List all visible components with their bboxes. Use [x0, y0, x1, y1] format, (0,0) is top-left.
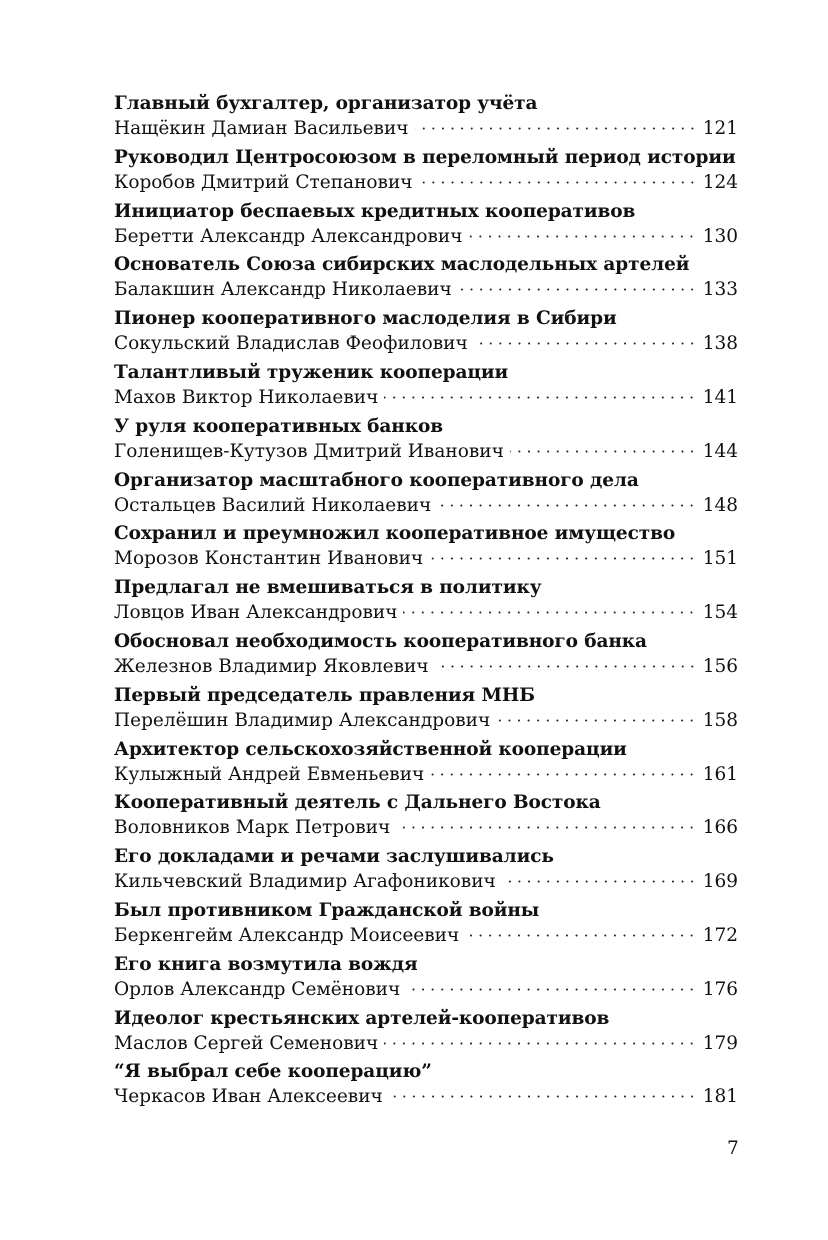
- toc-entry: [114, 630, 738, 684]
- toc-entry: [114, 415, 738, 469]
- entry-title: “Я выбрал себе кооперацию”: [114, 1061, 432, 1083]
- person-name: Морозов Константин Иванович: [114, 548, 424, 570]
- dot-leader: [496, 719, 696, 722]
- dot-leader: [389, 1095, 697, 1098]
- toc-entry: [114, 253, 738, 307]
- toc-entry: [114, 845, 738, 899]
- entry-line: [114, 546, 738, 572]
- entry-title: Руководил Центросоюзом в переломный период истории: [114, 146, 736, 168]
- dot-leader: [465, 934, 696, 937]
- person-name: Остальцев Василий Николаевич: [114, 494, 432, 516]
- dot-leader: [435, 665, 697, 668]
- entry-line: [114, 923, 738, 949]
- toc-entry: [114, 146, 738, 200]
- page-number: 130: [702, 225, 738, 247]
- toc-entry: [114, 92, 738, 146]
- entry-title: У руля кооперативных банков: [114, 415, 443, 437]
- entry-line: [114, 708, 738, 734]
- toc-entry: [114, 953, 738, 1007]
- page-number: 151: [702, 548, 738, 570]
- entry-line: [114, 869, 738, 895]
- entry-title: Инициатор беспаевых кредитных кооперативов: [114, 200, 636, 222]
- page-number: 124: [702, 171, 738, 193]
- page-number: 161: [702, 763, 738, 785]
- entry-line: [114, 439, 738, 465]
- page-number: 179: [702, 1032, 738, 1054]
- toc-entry: [114, 361, 738, 415]
- page-number: 141: [702, 386, 738, 408]
- dot-leader: [396, 826, 696, 829]
- entry-title: Пионер кооперативного маслоделия в Сибири: [114, 308, 617, 330]
- page-number: 144: [702, 440, 738, 462]
- page-number: 181: [702, 1086, 738, 1108]
- entry-title: Главный бухгалтер, организатор учёта: [114, 93, 538, 114]
- person-name: Маслов Сергей Семенович: [114, 1032, 379, 1054]
- dot-leader: [419, 181, 697, 184]
- person-name: Кулыжный Андрей Евменьевич: [114, 763, 425, 785]
- dot-leader: [510, 450, 697, 453]
- entry-title: Был противником Гражданской войны: [114, 899, 540, 921]
- entry-line: [114, 385, 738, 411]
- person-name: Балакшин Александр Николаевич: [114, 279, 452, 301]
- table-of-contents: [114, 92, 738, 1114]
- entry-title: Его книга возмутила вождя: [114, 953, 418, 975]
- entry-title: Архитектор сельскохозяйственной кооперации: [114, 738, 627, 760]
- entry-line: [114, 1031, 738, 1057]
- entry-title: Сохранил и преумножил кооперативное имущество: [114, 523, 676, 545]
- toc-entry: [114, 469, 738, 523]
- page-folio-number: 7: [727, 1138, 739, 1159]
- dot-leader: [474, 342, 697, 345]
- page-number: 148: [702, 494, 738, 516]
- entry-line: [114, 116, 738, 142]
- person-name: Голенищев-Кутузов Дмитрий Иванович: [114, 440, 504, 462]
- page-number: 172: [702, 924, 738, 946]
- person-name: Орлов Александр Семёнович: [114, 978, 401, 1000]
- entry-title: Идеолог крестьянских артелей-кооперативов: [114, 1007, 610, 1029]
- entry-title: Его докладами и речами заслушивались: [114, 846, 554, 868]
- page-number: 121: [702, 118, 738, 139]
- dot-leader: [458, 288, 697, 291]
- dot-leader: [468, 235, 696, 238]
- person-name: Беретти Александр Александрович: [114, 225, 463, 247]
- entry-line: [114, 654, 738, 680]
- person-name: Воловников Марк Петрович: [114, 817, 391, 839]
- person-name: Нащёкин Дамиан Васильевич: [114, 118, 409, 139]
- toc-entry: [114, 522, 738, 576]
- entry-title: Предлагал не вмешиваться в политику: [114, 577, 542, 599]
- entry-line: [114, 977, 738, 1003]
- entry-line: [114, 762, 738, 788]
- page-number: 156: [702, 655, 738, 677]
- dot-leader: [437, 504, 696, 507]
- person-name: Кильчевский Владимир Агафоникович: [114, 871, 496, 893]
- person-name: Сокульский Владислав Феофилович: [114, 333, 468, 355]
- page-number: 166: [702, 817, 738, 839]
- entry-line: [114, 493, 738, 519]
- dot-leader: [384, 1042, 696, 1045]
- person-name: Ловцов Иван Александрович: [114, 602, 398, 624]
- toc-entry: [114, 1007, 738, 1061]
- person-name: Железнов Владимир Яковлевич: [114, 655, 429, 677]
- entry-line: [114, 170, 738, 196]
- entry-line: [114, 277, 738, 303]
- dot-leader: [415, 127, 697, 130]
- page-number: 138: [702, 333, 738, 355]
- entry-line: [114, 1084, 738, 1110]
- entry-title: Обосновал необходимость кооперативного банка: [114, 630, 647, 652]
- dot-leader: [406, 988, 696, 991]
- toc-entry: [114, 684, 738, 738]
- toc-entry: [114, 791, 738, 845]
- toc-entry: [114, 200, 738, 254]
- toc-entry: [114, 307, 738, 361]
- page-number: 158: [702, 709, 738, 731]
- dot-leader: [430, 773, 696, 776]
- page-number: 176: [702, 978, 738, 1000]
- person-name: Махов Виктор Николаевич: [114, 386, 379, 408]
- entry-title: Кооперативный деятель с Дальнего Востока: [114, 792, 601, 814]
- page-number: 154: [702, 602, 738, 624]
- entry-line: [114, 600, 738, 626]
- person-name: Беркенгейм Александр Моисеевич: [114, 924, 460, 946]
- toc-entry: [114, 738, 738, 792]
- dot-leader: [403, 611, 696, 614]
- toc-entry: [114, 576, 738, 630]
- entry-line: [114, 224, 738, 250]
- dot-leader: [429, 557, 697, 560]
- dot-leader: [384, 396, 696, 399]
- toc-entry: [114, 1060, 738, 1114]
- entry-line: [114, 331, 738, 357]
- entry-line: [114, 815, 738, 841]
- page-number: 169: [702, 871, 738, 893]
- entry-title: Первый председатель правления МНБ: [114, 684, 535, 706]
- person-name: Черкасов Иван Алексеевич: [114, 1086, 383, 1108]
- dot-leader: [502, 880, 697, 883]
- entry-title: Талантливый труженик кооперации: [114, 361, 509, 383]
- person-name: Перелёшин Владимир Александрович: [114, 709, 491, 731]
- page-number: 133: [702, 279, 738, 301]
- toc-entry: [114, 899, 738, 953]
- person-name: Коробов Дмитрий Степанович: [114, 171, 413, 193]
- entry-title: Основатель Союза сибирских маслодельных артелей: [114, 254, 690, 276]
- entry-title: Организатор масштабного кооперативного дела: [114, 469, 639, 491]
